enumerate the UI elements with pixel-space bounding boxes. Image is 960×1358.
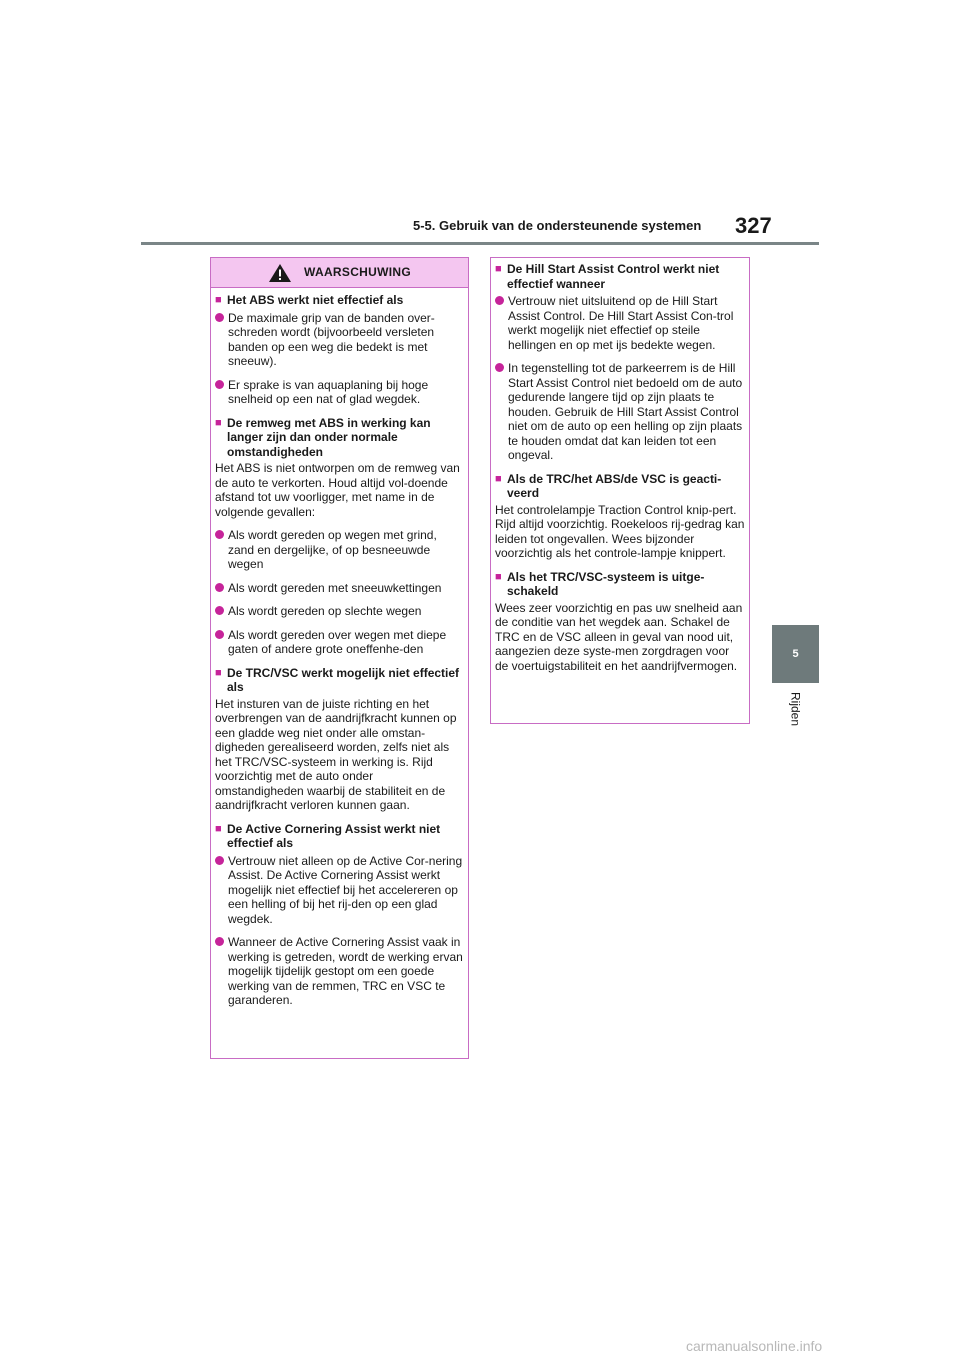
warning-triangle-icon — [268, 263, 292, 283]
page-number: 327 — [735, 213, 772, 238]
heading-text: De Hill Start Assist Control werkt niet effectief wanneer — [507, 262, 720, 291]
list-item-text: Vertrouw niet alleen op de Active Cor-nering Assist. De Active Cornering Assist werkt mogelijk niet effectief bij het accelereren op een helling of bij het rij-den op een glad wegdek. — [228, 853, 463, 926]
chapter-label-container — [772, 692, 819, 742]
square-bullet-icon: ■ — [215, 822, 222, 835]
heading-text: De remweg met ABS in werking kan langer zijn dan onder normale omstandigheden — [227, 415, 431, 459]
list-item — [215, 311, 464, 369]
list-item — [495, 361, 745, 463]
bullet-dot-icon — [215, 313, 224, 322]
square-bullet-icon: ■ — [495, 472, 502, 485]
heading-text: De TRC/VSC werkt mogelijk niet effectief als — [227, 665, 460, 694]
continuation-box — [490, 257, 750, 724]
bullet-dot-icon — [215, 606, 224, 615]
paragraph: Het controlelampje Traction Control knip-pert. Rijd altijd voorzichtig. Roekeloos rij-gedrag kan leiden tot ongevallen. Wees bijzonder voorzichtig als het controle-lampje knippert. — [495, 502, 745, 560]
warning-title: WAARSCHUWING — [304, 265, 411, 280]
bullet-dot-icon — [215, 530, 224, 539]
list-item-text: Vertrouw niet uitsluitend op de Hill Start Assist Control. De Hill Start Assist Con-trol werkt mogelijk niet effectief op steile hellingen en op met ijs bedekte wegen. — [508, 294, 734, 352]
list-item — [215, 854, 464, 927]
square-bullet-icon: ■ — [495, 263, 502, 275]
list-item — [495, 294, 745, 352]
watermark: carmanualsonline.info — [686, 1338, 823, 1354]
section-heading — [495, 472, 745, 501]
bullet-dot-icon — [215, 937, 224, 946]
list-item-text: De maximale grip van de banden over-schreden wordt (bijvoorbeeld versleten banden op een weg die bedekt is met sneeuw). — [228, 310, 435, 368]
list-item — [215, 581, 464, 596]
square-bullet-icon: ■ — [215, 416, 222, 429]
heading-text: Als het TRC/VSC-systeem is uitge-schakeld — [507, 569, 705, 598]
section-heading — [215, 822, 464, 851]
warning-content — [211, 288, 468, 1008]
bullet-dot-icon — [495, 363, 504, 372]
list-item — [215, 528, 464, 572]
list-item-text: Wanneer de Active Cornering Assist vaak in werking is getreden, wordt de werking ervan mogelijk tijdelijk gestopt om een goede werking van de remmen, TRC en VSC te garanderen. — [228, 935, 463, 1007]
bullet-dot-icon — [215, 380, 224, 389]
list-item — [215, 628, 464, 657]
bullet-dot-icon — [495, 296, 504, 305]
list-item — [215, 378, 464, 407]
chapter-label: Rijden — [788, 692, 803, 727]
heading-text: Het ABS werkt niet effectief als — [227, 293, 404, 307]
list-item-text: Als wordt gereden over wegen met diepe gaten of andere grote oneffenhe-den — [228, 627, 447, 656]
list-item-text: Als wordt gereden met sneeuwkettingen — [228, 580, 442, 595]
paragraph: Wees zeer voorzichtig en pas uw snelheid aan de conditie van het wegdek aan. Schakel de TRC en de VSC alleen in geval van nood uit, aangezien deze syste-men zorgdragen voor de voertuigstabiliteit en het aandrijfvermogen. — [495, 600, 743, 673]
warning-box — [210, 257, 469, 1059]
section-heading — [215, 416, 464, 460]
header-rule — [141, 242, 819, 245]
section-heading — [215, 666, 464, 695]
list-item — [215, 935, 464, 1008]
list-item-text: Als wordt gereden op wegen met grind, zand en dergelijke, of op besneeuwde wegen — [228, 528, 437, 571]
square-bullet-icon: ■ — [215, 666, 222, 679]
section-heading — [495, 262, 745, 291]
list-item-text: Als wordt gereden op slechte wegen — [228, 604, 422, 618]
chapter-tab: 5 — [772, 625, 819, 683]
bullet-dot-icon — [215, 856, 224, 865]
section-heading — [215, 293, 464, 308]
square-bullet-icon: ■ — [495, 570, 502, 583]
bullet-dot-icon — [215, 630, 224, 639]
heading-text: De Active Cornering Assist werkt niet effectief als — [227, 821, 441, 850]
list-item — [215, 604, 464, 619]
header-title: 5-5. Gebruik van de ondersteunende systemen — [413, 218, 702, 233]
list-item-text: In tegenstelling tot de parkeerrem is de Hill Start Assist Control niet bedoeld om de auto gedurende langere tijd op zijn plaats te houden. Gebruik de Hill Start Assist Control niet om de auto op een helling op zijn plaats te houden omdat dat kan leiden tot een ongeval. — [508, 361, 743, 462]
section-heading — [495, 570, 745, 599]
continuation-content — [491, 258, 749, 673]
square-bullet-icon: ■ — [215, 294, 222, 306]
list-item-text: Er sprake is van aquaplaning bij hoge snelheid op een nat of glad wegdek. — [228, 377, 429, 406]
warning-header — [211, 258, 468, 288]
paragraph: Het insturen van de juiste richting en het overbrengen van de aandrijfkracht kunnen op een gladde weg niet onder alle omstan-digheden gerealiseerd worden, zelfs niet als het TRC/VSC-systeem in werking is. Rijd voorzichtig met de auto onder omstandigheden waarbij de stabiliteit en de aandrijfkracht verloren kunnen gaan. — [215, 696, 457, 812]
bullet-dot-icon — [215, 583, 224, 592]
paragraph: Het ABS is niet ontworpen om de remweg van de auto te verkorten. Houd altijd vol-doende afstand tot uw voorligger, met name in de volgende gevallen: — [215, 461, 460, 519]
heading-text: Als de TRC/het ABS/de VSC is geacti-veerd — [507, 471, 722, 500]
